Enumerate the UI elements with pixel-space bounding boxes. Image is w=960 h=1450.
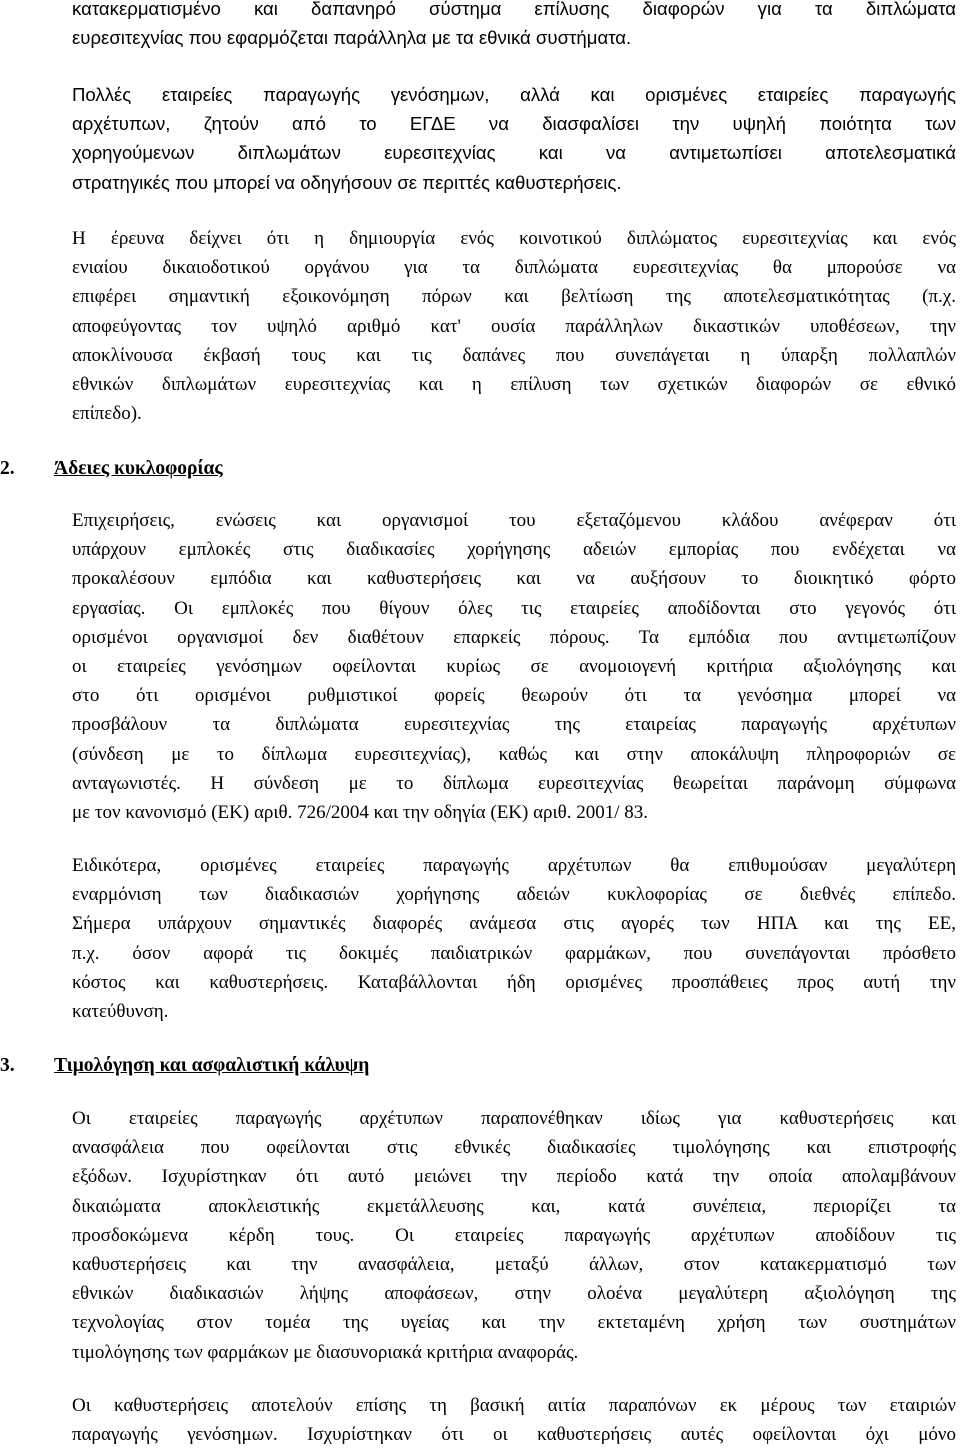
text-line: παραγωγής γενόσημων. Ισχυρίστηκαν ότι οι καθυστερήσεις αυτές οφείλονται όχι μόνο (72, 1424, 956, 1446)
paragraph-harmonisation (72, 851, 956, 1026)
text-line: κατεύθυνση. (72, 1001, 169, 1023)
text-line: χορηγούμενων διπλωμάτων ευρεσιτεχνίας και να αντιμετωπίσει αποτελεσματικά (72, 142, 956, 164)
section-title: Τιμολόγηση και ασφαλιστική κάλυψη (54, 1055, 370, 1076)
text-line: ευρεσιτεχνίας που εφαρμόζεται παράλληλα με τα εθνικά συστήματα. (72, 27, 632, 49)
paragraph-delays (72, 1391, 956, 1449)
text-line: Επιχειρήσεις, ενώσεις και οργανισμοί του εξεταζόμενου κλάδου ανέφεραν ότι (72, 510, 956, 531)
text-line: εξόδων. Ισχυρίστηκαν ότι αυτό μειώνει την περίοδο κατά την οποία απολαμβάνουν (72, 1166, 956, 1188)
text-line: ανταγωνιστές. Η σύνδεση με το δίπλωμα ευρεσιτεχνίας θεωρείται παράνομη σύμφωνα (72, 772, 956, 794)
text-line: τιμολόγησης των φαρμάκων με διασυνοριακά κριτήρια αναφοράς. (72, 1341, 579, 1363)
text-line: υπάρχουν εμπλοκές στις διαδικασίες χορήγησης αδειών εμπορίας που ενδέχεται να (72, 539, 956, 561)
text-line: Ειδικότερα, ορισμένες εταιρείες παραγωγής αρχέτυπων θα επιθυμούσαν μεγαλύτερη (72, 855, 956, 876)
text-line: εργασίας. Οι εμπλοκές που θίγουν όλες τις εταιρείες αποδίδονται στο γεγονός ότι (72, 597, 956, 619)
text-line: Οι καθυστερήσεις αποτελούν επίσης τη βασική αιτία παραπόνων εκ μέρους των εταιριών (72, 1395, 956, 1416)
section-title: Άδειες κυκλοφορίας (54, 458, 223, 479)
section-number: 3. (0, 1055, 15, 1076)
text-line: με τον κανονισμό (ΕΚ) αριθ. 726/2004 και την οδηγία (ΕΚ) αριθ. 2001/ 83. (72, 802, 649, 824)
text-line: (σύνδεση με το δίπλωμα ευρεσιτεχνίας), καθώς και στην αποκάλυψη πληροφοριών σε (72, 743, 956, 765)
text-line: δικαιώματα αποκλειστικής εκμετάλλευσης και, κατά συνέπεια, περιορίζει τα (72, 1195, 956, 1217)
text-line: εναρμόνιση των διαδικασιών χορήγησης αδειών κυκλοφορίας σε διεθνές επίπεδο. (72, 884, 956, 906)
text-line: ορισμένοι οργανισμοί δεν διαθέτουν επαρκείς πόρους. Τα εμπόδια που αντιμετωπίζουν (72, 626, 956, 648)
text-line: Η έρευνα δείχνει ότι η δημιουργία ενός κοινοτικού διπλώματος ευρεσιτεχνίας και ενός (72, 228, 956, 249)
text-line: ενιαίου δικαιοδοτικού οργάνου για τα διπλώματα ευρεσιτεχνίας θα μπορούσε να (72, 257, 956, 279)
text-line: στο ότι ορισμένοι ρυθμιστικοί φορείς θεωρούν ότι τα γενόσημα μπορεί να (72, 685, 956, 707)
text-line: προσβάλουν τα διπλώματα ευρεσιτεχνίας της εταιρείας παραγωγής αρχέτυπων (72, 714, 956, 736)
text-line: προκαλέσουν εμπόδια και καθυστερήσεις και να αυξήσουν το διοικητικό φόρτο (72, 568, 956, 590)
text-line: π.χ. όσον αφορά τις δοκιμές παιδιατρικών φαρμάκων, που συνεπάγονται πρόσθετο (72, 942, 956, 964)
text-line: κατακερματισμένο και δαπανηρό σύστημα επίλυσης διαφορών για τα διπλώματα (72, 0, 956, 19)
text-line: επιφέρει σημαντική εξοικονόμηση πόρων και βελτίωση της αποτελεσματικότητας (π.χ. (72, 286, 956, 308)
paragraph-research (72, 224, 956, 428)
text-line: κόστος και καθυστερήσεις. Καταβάλλονται ήδη ορισμένες προσπάθειες προς αυτή την (72, 971, 956, 993)
text-line: αποφεύγοντας τον υψηλό αριθμό κατ' ουσία παράλληλων δικαστικών υποθέσεων, την (72, 315, 956, 337)
text-line: καθυστερήσεις και την ανασφάλεια, μεταξύ άλλων, στον κατακερματισμό των (72, 1254, 956, 1276)
text-line: αρχέτυπων, ζητούν από το ΕΓΔΕ να διασφαλίσει την υψηλή ποιότητα των (72, 113, 956, 135)
text-line: οι εταιρείες γενόσημων οφείλονται κυρίως σε ανομοιογενή κριτήρια αξιολόγησης και (72, 656, 956, 678)
paragraph-intro-continuation (72, 0, 956, 52)
text-line: τεχνολογίας στον τομέα της υγείας και την εκτεταμένη χρήση των συστημάτων (72, 1312, 956, 1334)
paragraph-generic-companies (72, 80, 956, 197)
text-line: στρατηγικές που μπορεί να οδηγήσουν σε περιττές καθυστερήσεις. (72, 171, 622, 193)
text-line: Σήμερα υπάρχουν σημαντικές διαφορές ανάμεσα στις αγορές των ΗΠΑ και της ΕΕ, (72, 913, 956, 935)
text-line: επίπεδο). (72, 403, 142, 425)
text-line: Οι εταιρείες παραγωγής αρχέτυπων παραπονέθηκαν ιδίως για καθυστερήσεις και (72, 1108, 956, 1129)
text-line: εθνικών διαδικασιών λήψης αποφάσεων, στην ολοένα μεγαλύτερη αξιολόγηση της (72, 1283, 956, 1305)
text-line: προσδοκώμενα κέρδη τους. Οι εταιρείες παραγωγής αρχέτυπων αποδίδουν τις (72, 1224, 956, 1246)
text-line: εθνικών διπλωμάτων ευρεσιτεχνίας και η επίλυση των σχετικών διαφορών σε εθνικό (72, 374, 956, 396)
text-line: Πολλές εταιρείες παραγωγής γενόσημων, αλλά και ορισμένες εταιρείες παραγωγής (72, 84, 956, 105)
paragraph-pricing (72, 1104, 956, 1367)
section-number: 2. (0, 458, 15, 479)
text-line: αποκλίνουσα έκβασή τους και τις δαπάνες που συνεπάγεται η ύπαρξη πολλαπλών (72, 344, 956, 366)
paragraph-marketing-authorisation (72, 506, 956, 827)
text-line: ανασφάλεια που οφείλονται στις εθνικές διαδικασίες τιμολόγησης και επιστροφής (72, 1137, 956, 1159)
